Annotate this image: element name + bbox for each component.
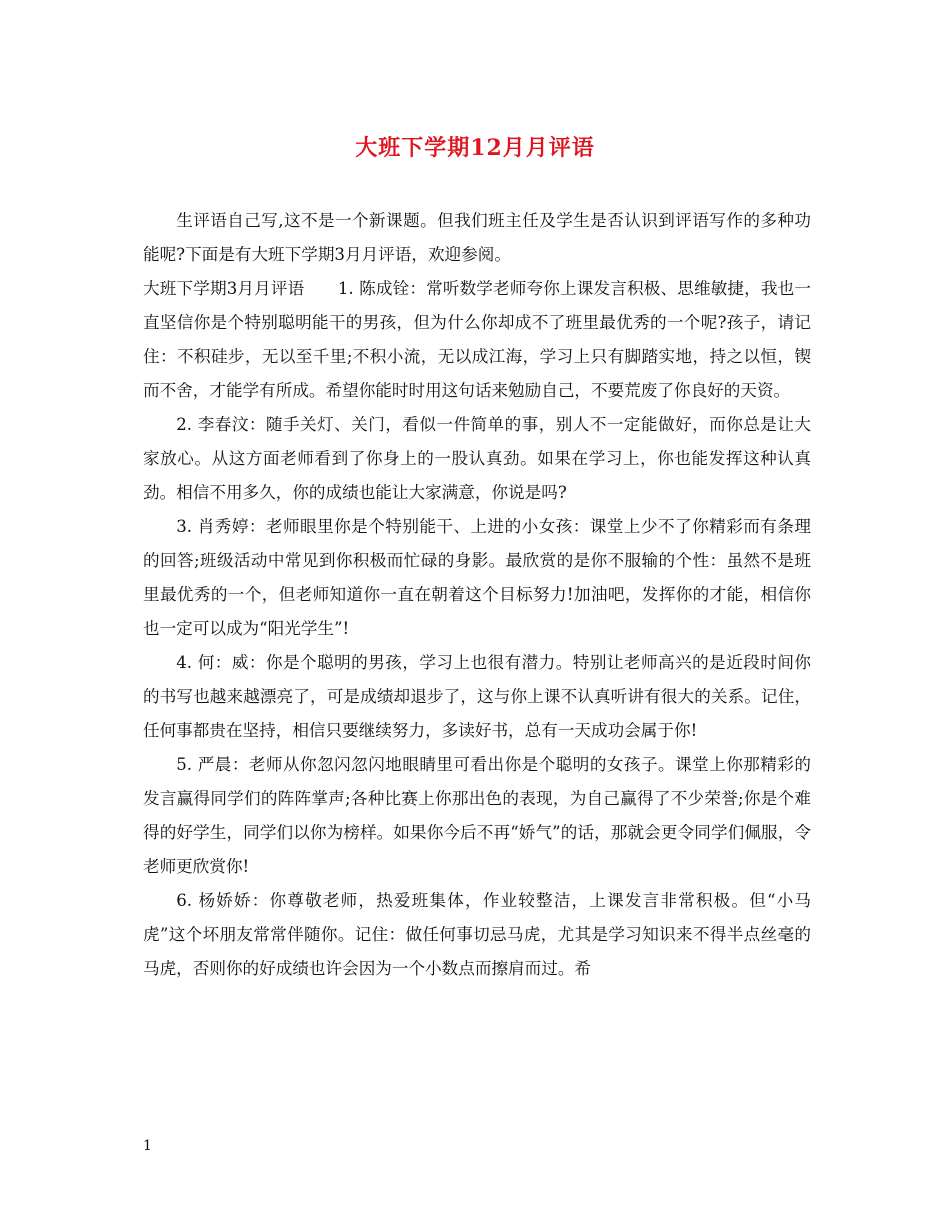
document-title: 大班下学期12月月评语: [355, 135, 595, 161]
paragraph-comment-2: 2. 李春汶：随手关灯、关门，看似一件简单的事，别人不一定能做好，而你总是让大家放心。从这方面老师看到了你身上的一股认真劲。如果在学习上，你也能发挥这种认真劲。相信不用多久，你的成绩也能让大家满意，你说是吗?: [143, 415, 811, 502]
paragraph-intro: 生评语自己写,这不是一个新课题。但我们班主任及学生是否认识到评语写作的多种功能呢?下面是有大班下学期3月月评语，欢迎参阅。: [143, 211, 811, 264]
paragraph-comment-1: 大班下学期3月月评语 1. 陈成铨：常听数学老师夸你上课发言积极、思维敏捷，我也一直坚信你是个特别聪明能干的男孩，但为什么你却成不了班里最优秀的一个呢?孩子，请记住：不积硅步，无以至千里;不积小流，无以成江海，学习上只有脚踏实地，持之以恒，锲而不舍，才能学有所成。希望你能时时用这句话来勉励自己，不要荒废了你良好的天资。: [143, 279, 811, 400]
document-body: [143, 204, 811, 986]
paragraph-comment-6: 6. 杨娇娇：你尊敬老师，热爱班集体，作业较整洁，上课发言非常积极。但“小马虎”这个坏朋友常常伴随你。记住：做任何事切忌马虎，尤其是学习知识来不得半点丝毫的马虎，否则你的好成绩也许会因为一个小数点而擦肩而过。希: [143, 891, 811, 978]
paragraph-comment-3: 3. 肖秀婷：老师眼里你是个特别能干、上进的小女孩：课堂上少不了你精彩而有条理的回答;班级活动中常见到你积极而忙碌的身影。最欣赏的是你不服输的个性：虽然不是班里最优秀的一个，但老师知道你一直在朝着这个目标努力!加油吧，发挥你的才能，相信你也一定可以成为“阳光学生”!: [143, 517, 811, 638]
page-number: 1: [143, 1138, 152, 1154]
paragraph-comment-4: 4. 何：威：你是个聪明的男孩，学习上也很有潜力。特别让老师高兴的是近段时间你的书写也越来越漂亮了，可是成绩却退步了，这与你上课不认真听讲有很大的关系。记住，任何事都贵在坚持，相信只要继续努力，多读好书，总有一天成功会属于你!: [143, 653, 811, 740]
paragraph-comment-5: 5. 严晨：老师从你忽闪忽闪地眼睛里可看出你是个聪明的女孩子。课堂上你那精彩的发言赢得同学们的阵阵掌声;各种比赛上你那出色的表现，为自己赢得了不少荣誉;你是个难得的好学生，同学们以你为榜样。如果你今后不再“娇气”的话，那就会更令同学们佩服，令老师更欣赏你!: [143, 755, 811, 876]
